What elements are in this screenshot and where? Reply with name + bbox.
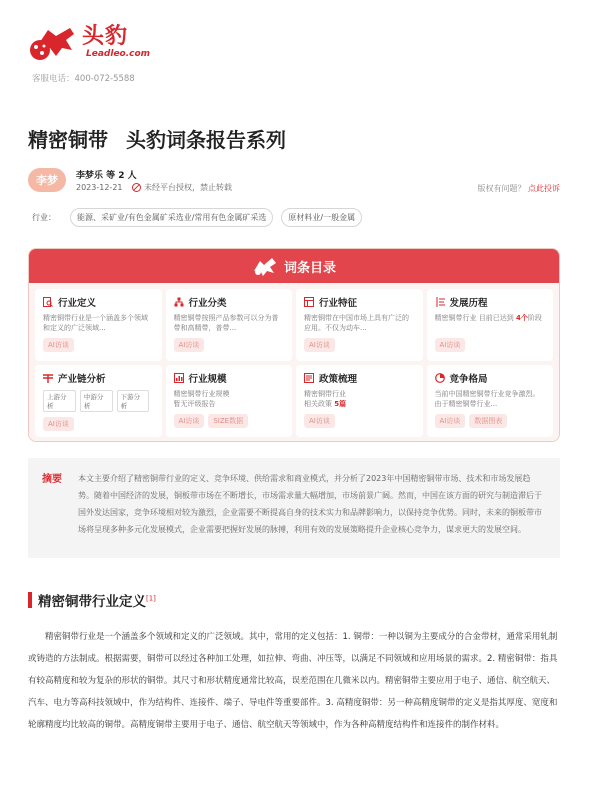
- toc-item-title: 行业定义: [58, 298, 97, 309]
- author-name[interactable]: 李梦乐 等 2 人: [76, 171, 137, 181]
- ai-interview-badge[interactable]: AI访谈: [43, 338, 74, 352]
- toc-item-desc: [435, 313, 546, 333]
- pie-chart-icon: [435, 373, 445, 383]
- toc-item-classification[interactable]: [166, 289, 293, 361]
- toc-item-desc: 精密铜带在中国市场上具有广泛的应用。不仅为动车...: [304, 314, 409, 332]
- toc-item-desc: 当前中国精密铜带行业竞争激烈。由于精密铜带行业...: [434, 390, 540, 408]
- industry-row: [32, 208, 370, 227]
- search-doc-icon: [43, 297, 53, 307]
- downstream-chip[interactable]: 下游分析: [117, 390, 150, 412]
- report-series: 头豹词条报告系列: [126, 128, 286, 152]
- section-body: 精密铜带行业是一个涵盖多个领域和定义的广泛领域。其中，常用的定义包括：1. 铜带：一种以铜为主要成分的合金带材，通常采用轧制或铸造的方法制成。根据需要，铜带可以经过各种加工处理，如拉伸、弯曲、冲压等，以满足不同领域和应用场景的需求。2. 精密铜带：指具有较高精度和较为复杂的形状的铜带。其尺寸和形状精度通常比较高，误差范围在几微米以内。精密铜带主要应用于电子、通信、航空航天、汽车、电力等高科技领域中，作为结构件、连接件、端子、导电件等重要部件。3. 高精度铜带：另一种高精度铜带的定义是指其厚度、宽度和轮廓精度均比较高的铜带。高精度铜带主要用于电子、通信、航空航天等领域中，作为各种高精度结构件和连接件的制作材料。: [28, 632, 558, 730]
- toc-item-title: 产业链分析: [58, 374, 106, 385]
- toc-item-desc: 精密铜带按照产品参数可以分为普带和高精带，普带...: [173, 314, 279, 332]
- toc-item-definition[interactable]: [35, 289, 162, 361]
- industry-tag[interactable]: 原材料业/一般金属: [281, 208, 362, 227]
- desc-text: 精密铜带行业 相关政策: [304, 390, 346, 408]
- abstract-text: 本文主要介绍了精密铜带行业的定义、竞争环境、供给需求和商业模式，并分析了2023年中国精密铜带市场、技术和市场发展趋势。随着中国经济的发展，铜板带市场在不断增长，市场需求量大幅增加，市场前景广阔。然而，中国在该方面的研究与制造滞后于国外发达国家，竞争环境相对较为激烈，企业需要不断提高自身的技术实力和品牌影响力，以保持竞争优势。同时，未来的铜板带市场将呈现多种多元化发展模式，企业需要把握好发展的脉搏，利用有效的发展策略提升企业核心竞争力，谋求更大的发展空间。: [78, 474, 542, 534]
- toc-item-chain[interactable]: [35, 365, 162, 437]
- upstream-chip[interactable]: 上游分析: [43, 390, 76, 412]
- authorization-text: 未经平台授权，禁止转载: [144, 183, 232, 192]
- service-phone: 客服电话：400-072-5588: [32, 74, 135, 84]
- toc-item-title: 行业分类: [188, 298, 227, 309]
- toc-title: 词条目录: [283, 260, 336, 276]
- toc-header: [29, 249, 559, 283]
- page-title: [28, 124, 286, 153]
- toc-panel: [28, 248, 560, 442]
- toc-item-title: 竞争格局: [449, 374, 488, 385]
- toc-item-desc: 精密铜带行业是一个涵盖多个领域和定义的广泛领域...: [43, 314, 148, 332]
- authorization-notice: [132, 182, 232, 193]
- ai-interview-badge[interactable]: AI访谈: [43, 417, 74, 431]
- brand-name: 头豹: [82, 24, 129, 49]
- ai-interview-badge[interactable]: AI访谈: [304, 414, 335, 428]
- toc-item-competition[interactable]: [427, 365, 554, 437]
- industry-tag[interactable]: 能源、采矿业/有色金属矿采选业/常用有色金属矿采选: [70, 208, 273, 227]
- toc-item-policy[interactable]: [296, 365, 423, 437]
- ai-interview-badge[interactable]: AI访谈: [174, 338, 205, 352]
- hierarchy-icon: [174, 297, 184, 307]
- brand-logo[interactable]: [26, 20, 150, 64]
- timeline-icon: [435, 297, 445, 307]
- leopard-icon: [252, 255, 278, 277]
- report-title: 精密铜带: [28, 128, 108, 152]
- toc-item-title: 发展历程: [449, 298, 488, 309]
- bar-chart-icon: [174, 373, 184, 383]
- toc-item-history[interactable]: [427, 289, 554, 361]
- stage-count: 4个: [515, 314, 528, 322]
- policy-count: 5篇: [334, 400, 347, 408]
- abstract-box: [28, 458, 560, 558]
- brand-domain: Leadleo.com: [86, 49, 151, 59]
- toc-item-title: 行业规模: [188, 374, 227, 385]
- ai-interview-badge[interactable]: AI访谈: [174, 414, 205, 428]
- ai-interview-badge[interactable]: AI访谈: [435, 338, 466, 352]
- toc-item-scale[interactable]: [166, 365, 293, 437]
- industry-label: 行业：: [32, 213, 56, 222]
- chain-icon: [43, 373, 53, 383]
- ai-interview-badge[interactable]: AI访谈: [435, 414, 466, 428]
- toc-item-title: 行业特征: [319, 298, 358, 309]
- abstract-label: 摘要: [42, 474, 62, 485]
- publish-date: 2023-12-21: [76, 183, 123, 192]
- ai-interview-badge[interactable]: AI访谈: [304, 338, 335, 352]
- avatar[interactable]: 李梦: [28, 168, 66, 192]
- copyright-question: 版权有问题？: [477, 184, 526, 193]
- toc-item-title: 政策梳理: [319, 374, 358, 385]
- midstream-chip[interactable]: 中游分析: [80, 390, 113, 412]
- toc-item-desc: 精密铜带行业规模 暂无评级报告: [173, 390, 230, 408]
- reference-link[interactable]: [1]: [146, 594, 156, 603]
- size-data-badge[interactable]: SIZE数据: [208, 414, 248, 428]
- forbidden-icon: [132, 183, 141, 192]
- toc-item-desc: [304, 389, 415, 409]
- section-title: [38, 590, 156, 610]
- data-chart-badge[interactable]: 数据图表: [469, 414, 507, 428]
- complaint-link[interactable]: 点此投诉: [528, 184, 560, 193]
- desc-text: 精密铜带行业 目前已达到: [434, 314, 516, 322]
- copyright-notice: [477, 183, 560, 194]
- section-title-text: 精密铜带行业定义: [38, 594, 146, 610]
- toc-item-features[interactable]: [296, 289, 423, 361]
- leopard-logo-icon: [26, 20, 78, 64]
- desc-text: 阶段: [527, 314, 542, 322]
- document-icon: [304, 373, 314, 383]
- section-marker: [28, 592, 32, 608]
- grid-icon: [304, 297, 314, 307]
